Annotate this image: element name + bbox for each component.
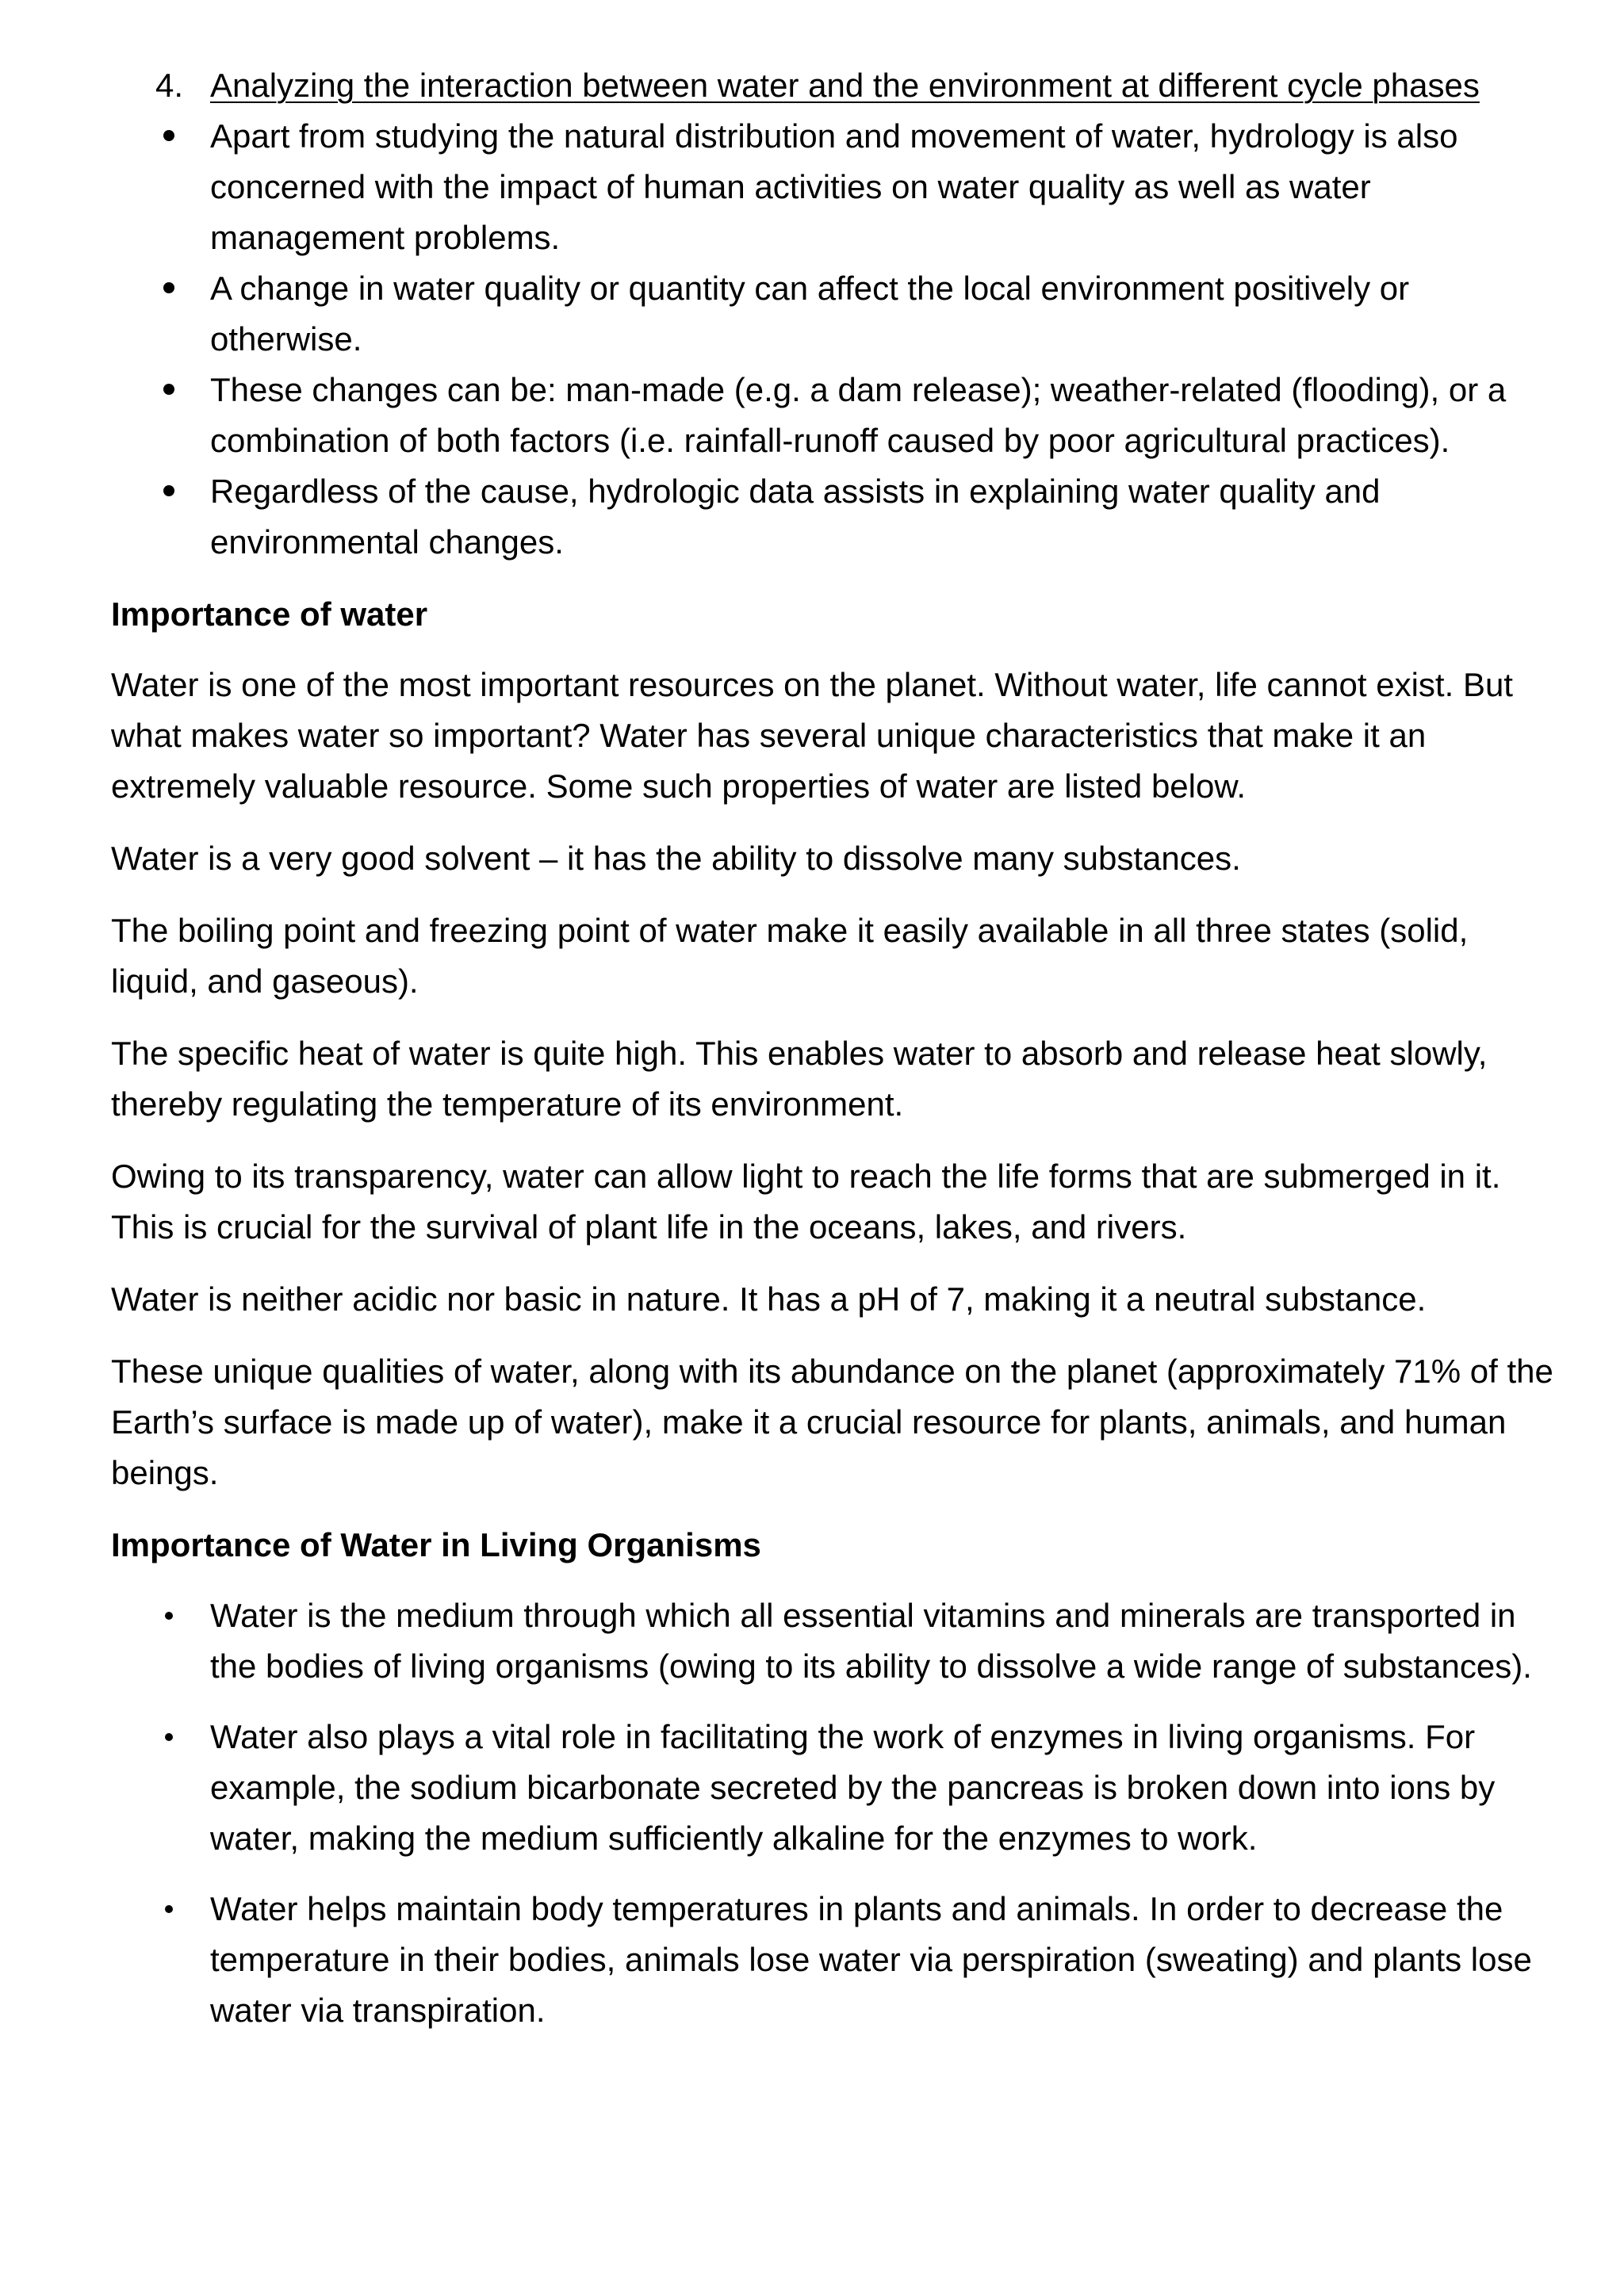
paragraph: Owing to its transparency, water can allow light to reach the life forms that are submerged in it. This is crucial for the survival of plant life in the oceans, lakes, and rivers.: [111, 1158, 1501, 1246]
bullet-icon: [163, 130, 174, 141]
list-item-text: A change in water quality or quantity can affect the local environment positively or otherwise.: [210, 270, 1410, 358]
paragraph: The specific heat of water is quite high. This enables water to absorb and release heat slowly, thereby regulating the temperature of its environment.: [111, 1035, 1488, 1123]
list-item-text: Apart from studying the natural distribution and movement of water, hydrology is also concerned with the impact of human activities on water quality as well as water management problems.: [210, 117, 1458, 256]
bullet-icon: [163, 282, 174, 293]
bullet-icon: [165, 1733, 173, 1741]
section-heading-importance-of-water: Importance of water: [111, 595, 428, 633]
bullet-icon: [165, 1612, 173, 1620]
list-item-text: Water also plays a vital role in facilitating the work of enzymes in living organisms. For example, the sodium bicarbonate secreted by the pancreas is broken down into ions by water, making the medium sufficiently alkaline for the enzymes to work.: [210, 1718, 1496, 1857]
bullet-icon: [163, 485, 174, 496]
paragraph: The boiling point and freezing point of water make it easily available in all three states (solid, liquid, and gaseous).: [111, 912, 1469, 1000]
bullet-icon: [165, 1905, 173, 1913]
section-heading-living-organisms: Importance of Water in Living Organisms: [111, 1526, 761, 1563]
numbered-list-item: [111, 60, 1554, 111]
paragraph: Water is one of the most important resources on the planet. Without water, life cannot exist. But what makes water so important? Water has several unique characteristics that make it an extremely valuable resource. Some such properties of water are listed below.: [111, 666, 1513, 805]
list-item-text: These changes can be: man-made (e.g. a dam release); weather-related (flooding), or a combination of both factors (i.e. rainfall-runoff caused by poor agricultural practices).: [210, 371, 1507, 459]
numbered-item-text: Analyzing the interaction between water and the environment at different cycle phases: [210, 67, 1480, 104]
list-item-text: Water helps maintain body temperatures in plants and animals. In order to decrease the temperature in their bodies, animals lose water via perspiration (sweating) and plants lose water via transpiration.: [210, 1890, 1532, 2029]
list-item: [111, 466, 1554, 568]
paragraph: Water is a very good solvent – it has the ability to dissolve many substances.: [111, 840, 1241, 877]
list-item-text: Water is the medium through which all essential vitamins and minerals are transported in the bodies of living organisms (owing to its ability to dissolve a wide range of substances).: [210, 1597, 1532, 1685]
list-item: [111, 111, 1554, 263]
list-item: [111, 365, 1554, 466]
bullet-list-living-organisms: [111, 1590, 1554, 2036]
bullet-icon: [163, 384, 174, 395]
bullet-list-hydrology: [111, 111, 1554, 568]
list-item-text: Regardless of the cause, hydrologic data assists in explaining water quality and environmental changes.: [210, 473, 1381, 561]
list-item: [111, 1884, 1554, 2036]
paragraph: These unique qualities of water, along with its abundance on the planet (approximately 71% of the Earth’s surface is made up of water), make it a crucial resource for plants, animals, and human beings.: [111, 1353, 1553, 1491]
document-content: [111, 60, 1554, 2056]
list-number: 4.: [155, 67, 184, 104]
list-item: [111, 263, 1554, 365]
list-item: [111, 1712, 1554, 1864]
paragraph: Water is neither acidic nor basic in nature. It has a pH of 7, making it a neutral substance.: [111, 1280, 1427, 1318]
list-item: [111, 1590, 1554, 1692]
